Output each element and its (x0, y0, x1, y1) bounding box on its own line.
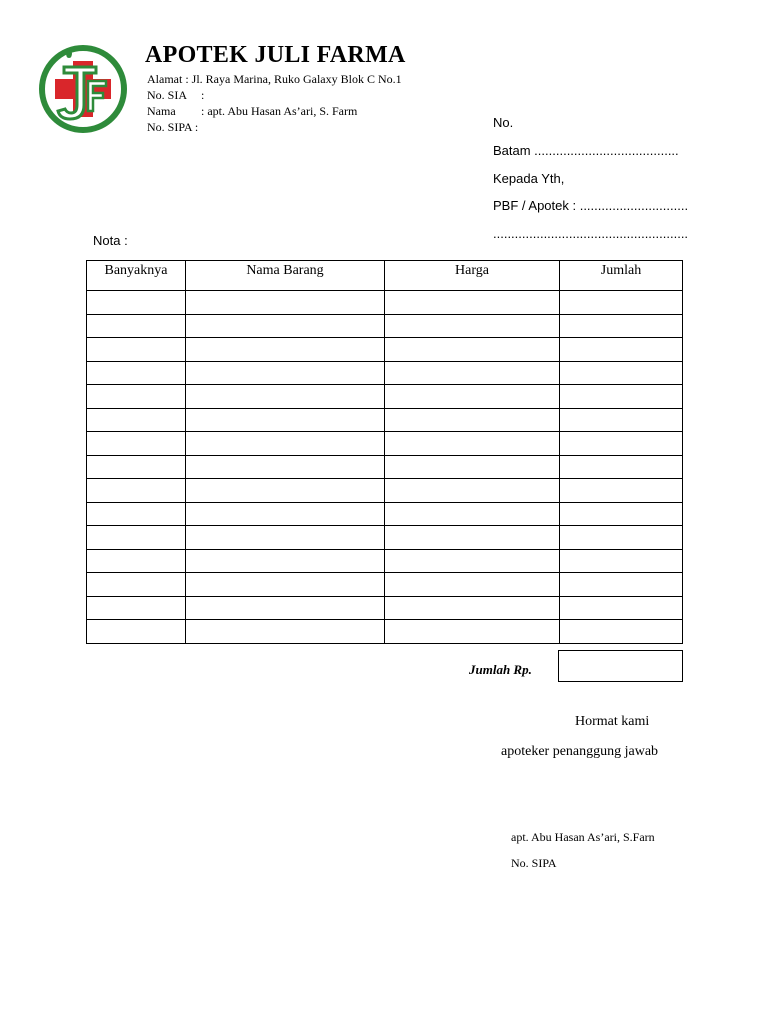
cell-jumlah[interactable] (560, 291, 683, 315)
cell-jumlah[interactable] (560, 361, 683, 385)
cell-jumlah[interactable] (560, 338, 683, 362)
cell-banyaknya[interactable] (87, 479, 186, 503)
table-row (87, 408, 683, 432)
signer-sipa: No. SIPA (511, 856, 557, 870)
total-amount-field[interactable] (558, 650, 683, 682)
cell-harga[interactable] (385, 291, 560, 315)
col-jumlah: Jumlah (560, 261, 683, 291)
cell-nama-barang[interactable] (186, 596, 385, 620)
cell-jumlah[interactable] (560, 526, 683, 550)
cell-harga[interactable] (385, 408, 560, 432)
hormat-kami: Hormat kami (575, 714, 650, 729)
cell-harga[interactable] (385, 385, 560, 409)
table-row (87, 385, 683, 409)
table-row (87, 502, 683, 526)
cell-nama-barang[interactable] (186, 291, 385, 315)
cell-nama-barang[interactable] (186, 479, 385, 503)
cell-jumlah[interactable] (560, 549, 683, 573)
cell-banyaknya[interactable] (87, 432, 186, 456)
table-row (87, 338, 683, 362)
cell-banyaknya[interactable] (87, 502, 186, 526)
cell-jumlah[interactable] (560, 432, 683, 456)
cell-harga[interactable] (385, 526, 560, 550)
cell-harga[interactable] (385, 432, 560, 456)
col-harga: Harga (385, 261, 560, 291)
nama-value: : apt. Abu Hasan As’ari, S. Farm (201, 104, 358, 118)
cell-nama-barang[interactable] (186, 620, 385, 644)
cell-jumlah[interactable] (560, 573, 683, 597)
cell-banyaknya[interactable] (87, 549, 186, 573)
cell-banyaknya[interactable] (87, 596, 186, 620)
cell-harga[interactable] (385, 455, 560, 479)
signer-role: apoteker penanggung jawab (501, 744, 659, 759)
cell-nama-barang[interactable] (186, 549, 385, 573)
pharmacy-logo-icon (36, 45, 130, 133)
total-label: Jumlah Rp. (469, 662, 532, 677)
recipient-dots: ...................................................... (493, 226, 689, 241)
address-line: Alamat : Jl. Raya Marina, Ruko Galaxy Blok C No.1 (147, 72, 402, 86)
cell-harga[interactable] (385, 314, 560, 338)
cell-harga[interactable] (385, 502, 560, 526)
cell-jumlah[interactable] (560, 408, 683, 432)
nota-label: Nota : (93, 233, 128, 248)
kepada-yth: Kepada Yth, (493, 171, 565, 186)
cell-harga[interactable] (385, 573, 560, 597)
cell-jumlah[interactable] (560, 455, 683, 479)
cell-banyaknya[interactable] (87, 408, 186, 432)
cell-banyaknya[interactable] (87, 526, 186, 550)
table-row (87, 526, 683, 550)
cell-nama-barang[interactable] (186, 361, 385, 385)
cell-banyaknya[interactable] (87, 314, 186, 338)
table-row (87, 620, 683, 644)
cell-harga[interactable] (385, 338, 560, 362)
cell-banyaknya[interactable] (87, 361, 186, 385)
table-row (87, 549, 683, 573)
cell-banyaknya[interactable] (87, 291, 186, 315)
cell-harga[interactable] (385, 596, 560, 620)
cell-nama-barang[interactable] (186, 432, 385, 456)
items-table (86, 260, 683, 644)
cell-nama-barang[interactable] (186, 526, 385, 550)
cell-banyaknya[interactable] (87, 455, 186, 479)
cell-banyaknya[interactable] (87, 385, 186, 409)
cell-banyaknya[interactable] (87, 573, 186, 597)
number-label: No. (493, 115, 514, 130)
cell-jumlah[interactable] (560, 314, 683, 338)
table-row (87, 455, 683, 479)
cell-jumlah[interactable] (560, 620, 683, 644)
pharmacy-name: APOTEK JULI FARMA (145, 42, 406, 68)
sia-colon: : (201, 88, 205, 102)
cell-nama-barang[interactable] (186, 408, 385, 432)
table-header-row (87, 261, 683, 291)
cell-nama-barang[interactable] (186, 502, 385, 526)
table-row (87, 573, 683, 597)
cell-nama-barang[interactable] (186, 338, 385, 362)
cell-jumlah[interactable] (560, 479, 683, 503)
cell-banyaknya[interactable] (87, 620, 186, 644)
cell-harga[interactable] (385, 361, 560, 385)
cell-nama-barang[interactable] (186, 385, 385, 409)
cell-jumlah[interactable] (560, 502, 683, 526)
cell-nama-barang[interactable] (186, 573, 385, 597)
cell-harga[interactable] (385, 549, 560, 573)
table-row (87, 314, 683, 338)
table-row (87, 596, 683, 620)
cell-jumlah[interactable] (560, 385, 683, 409)
signer-name: apt. Abu Hasan As’ari, S.Farn (511, 830, 655, 844)
table-row (87, 361, 683, 385)
table-row (87, 479, 683, 503)
col-banyaknya: Banyaknya (87, 261, 186, 291)
nama-label: Nama (147, 104, 176, 118)
table-row (87, 291, 683, 315)
sia-label: No. SIA (147, 88, 188, 102)
cell-jumlah[interactable] (560, 596, 683, 620)
cell-nama-barang[interactable] (186, 314, 385, 338)
batam-line: Batam ........................................ (493, 143, 679, 158)
table-row (87, 432, 683, 456)
cell-banyaknya[interactable] (87, 338, 186, 362)
sipa-label: No. SIPA : (147, 120, 199, 134)
cell-harga[interactable] (385, 479, 560, 503)
cell-nama-barang[interactable] (186, 455, 385, 479)
cell-harga[interactable] (385, 620, 560, 644)
col-nama-barang: Nama Barang (186, 261, 385, 291)
pbf-apotek-line: PBF / Apotek : .............................. (493, 198, 689, 213)
